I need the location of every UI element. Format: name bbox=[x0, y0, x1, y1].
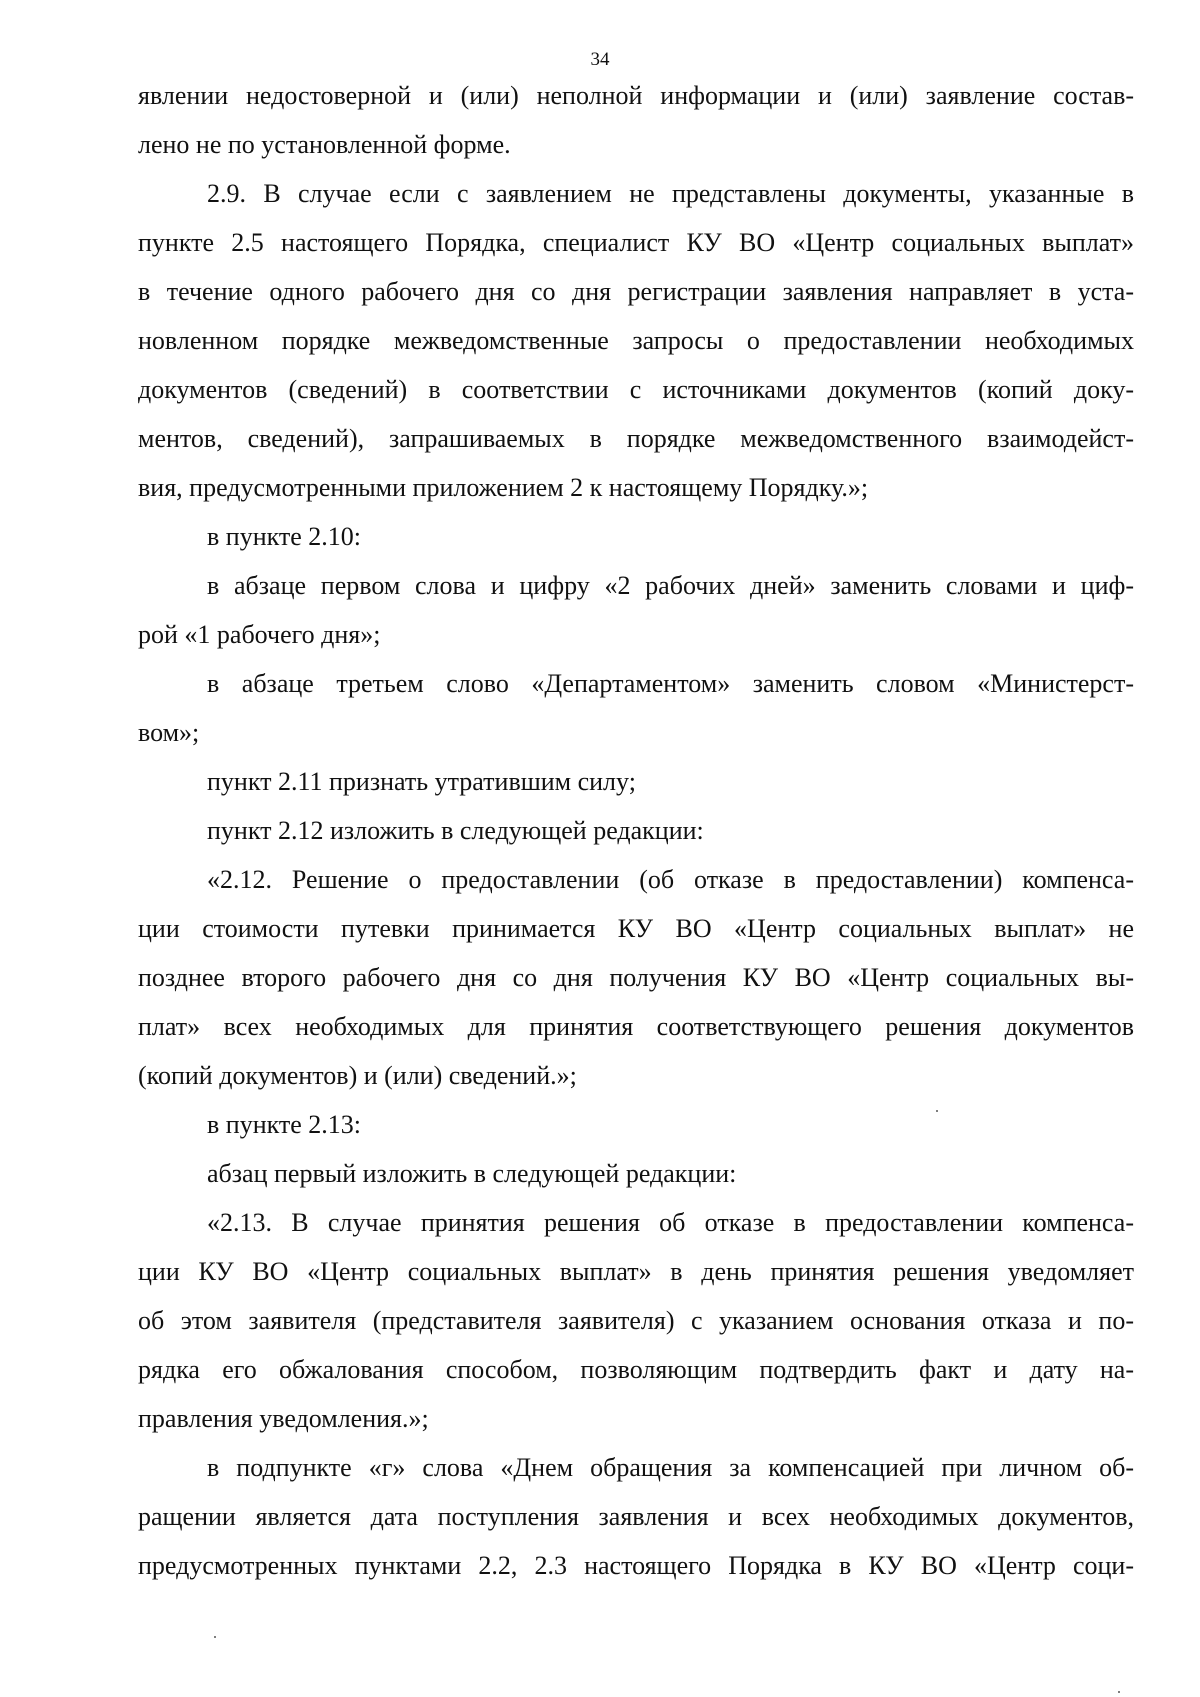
text-line: позднее второго рабочего дня со дня получения КУ ВО «Центр социальных вы- bbox=[138, 963, 1134, 992]
text-line: предусмотренных пунктами 2.2, 2.3 настоящего Порядка в КУ ВО «Центр соци- bbox=[138, 1551, 1134, 1580]
text-line: вия, предусмотренными приложением 2 к настоящему Порядку.»; bbox=[138, 473, 869, 502]
text-line: ращении является дата поступления заявления и всех необходимых документов, bbox=[138, 1502, 1134, 1531]
text-line: в абзаце первом слова и цифру «2 рабочих дней» заменить словами и циф- bbox=[207, 571, 1134, 600]
text-line: документов (сведений) в соответствии с источниками документов (копий доку- bbox=[138, 375, 1134, 404]
text-line: ции КУ ВО «Центр социальных выплат» в день принятия решения уведомляет bbox=[138, 1257, 1134, 1286]
scan-speck bbox=[1118, 1691, 1120, 1693]
text-line: новленном порядке межведомственные запросы о предоставлении необходимых bbox=[138, 326, 1134, 355]
text-line: рой «1 рабочего дня»; bbox=[138, 620, 381, 649]
text-line: (копий документов) и (или) сведений.»; bbox=[138, 1061, 577, 1090]
text-line: в абзаце третьем слово «Департаментом» заменить словом «Министерст- bbox=[207, 669, 1134, 698]
text-line: правления уведомления.»; bbox=[138, 1404, 429, 1433]
text-line: пункт 2.11 признать утратившим силу; bbox=[207, 767, 636, 796]
text-line: 2.9. В случае если с заявлением не представлены документы, указанные в bbox=[207, 179, 1134, 208]
text-line: пункте 2.5 настоящего Порядка, специалист КУ ВО «Центр социальных выплат» bbox=[138, 228, 1134, 257]
text-line: явлении недостоверной и (или) неполной информации и (или) заявление состав- bbox=[138, 81, 1134, 110]
text-line: абзац первый изложить в следующей редакции: bbox=[207, 1159, 737, 1188]
text-line: в пункте 2.13: bbox=[207, 1110, 362, 1139]
scan-speck bbox=[936, 1110, 938, 1112]
text-line: плат» всех необходимых для принятия соответствующего решения документов bbox=[138, 1012, 1134, 1041]
text-line: в пункте 2.10: bbox=[207, 522, 362, 551]
text-line: в течение одного рабочего дня со дня регистрации заявления направляет в уста- bbox=[138, 277, 1134, 306]
text-line: ментов, сведений), запрашиваемых в порядке межведомственного взаимодейст- bbox=[138, 424, 1134, 453]
document-body bbox=[138, 71, 1134, 1590]
text-line: рядка его обжалования способом, позволяющим подтвердить факт и дату на- bbox=[138, 1355, 1134, 1384]
text-line: пункт 2.12 изложить в следующей редакции: bbox=[207, 816, 704, 845]
text-line: ции стоимости путевки принимается КУ ВО «Центр социальных выплат» не bbox=[138, 914, 1134, 943]
text-line: об этом заявителя (представителя заявителя) с указанием основания отказа и по- bbox=[138, 1306, 1134, 1335]
text-line: «2.13. В случае принятия решения об отказе в предоставлении компенса- bbox=[207, 1208, 1134, 1237]
page-number: 34 bbox=[590, 49, 610, 70]
scan-speck bbox=[214, 1636, 216, 1638]
text-line: вом»; bbox=[138, 718, 200, 747]
text-line: лено не по установленной форме. bbox=[138, 130, 511, 159]
text-line: «2.12. Решение о предоставлении (об отказе в предоставлении) компенса- bbox=[207, 865, 1134, 894]
text-line: в подпункте «г» слова «Днем обращения за компенсацией при личном об- bbox=[207, 1453, 1134, 1482]
